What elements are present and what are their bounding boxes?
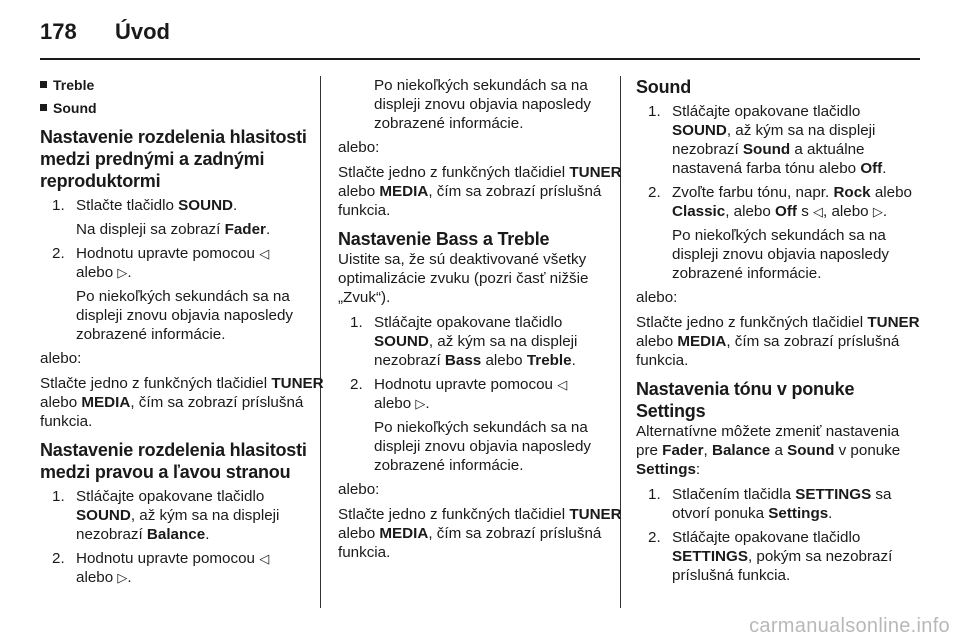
triangle-right-icon: ▷ xyxy=(117,570,128,585)
bullet-item: Treble xyxy=(40,76,325,95)
step-2: 2. Zvoľte farbu tónu, napr. Rock alebo Classic, alebo Off s ◁, alebo ▷. xyxy=(648,184,912,220)
step-2: 2. Hodnotu upravte pomocou ◁ alebo ▷. xyxy=(350,376,568,412)
page-header xyxy=(40,14,920,54)
step-2: 2. Stláčajte opakovane tlačidlo SETTINGS, pokým sa nezobrazí príslušná funkcia. xyxy=(648,529,893,584)
bullet-item: Sound xyxy=(40,99,325,118)
intro-text: Uistite sa, že sú deaktivované všetky optimalizácie zvuku (pozri časť nižšie „Zvuk“). xyxy=(338,251,589,306)
heading-fader: Nastavenie rozdelenia hlasitosti medzi prednými a zadnými reproduktormi xyxy=(40,127,307,191)
triangle-right-icon: ▷ xyxy=(117,265,128,280)
step-1: 1. Stláčajte opakovane tlačidlo SOUND, až kým sa na displeji nezobrazí Sound a aktuálne nastavená farba tónu alebo Off. xyxy=(648,103,887,177)
triangle-left-icon: ◁ xyxy=(259,246,270,261)
step-1: 1. Stlačte tlačidlo SOUND. xyxy=(52,197,238,214)
step-1: 1. Stláčajte opakovane tlačidlo SOUND, až kým sa na displeji nezobrazí Balance. xyxy=(52,488,280,543)
heading-settings: Nastavenia tónu v ponuke Settings xyxy=(636,379,855,421)
column-2 xyxy=(338,76,623,568)
heading-bass-treble: Nastavenie Bass a Treble xyxy=(338,229,550,249)
alt-text: Stlačte jedno z funkčných tlačidiel TUNER alebo MEDIA, čím sa zobrazí príslušná funkcia. xyxy=(636,314,920,369)
step-2-note: Po niekoľkých sekundách sa na displeji znovu objavia naposledy zobrazené informácie. xyxy=(374,419,591,474)
alt-text: Stlačte jedno z funkčných tlačidiel TUNER alebo MEDIA, čím sa zobrazí príslušná funkcia. xyxy=(40,375,324,430)
heading-sound: Sound xyxy=(636,77,691,97)
alt-label: alebo: xyxy=(40,350,82,367)
bullet-square-icon xyxy=(40,104,47,111)
triangle-right-icon: ▷ xyxy=(415,396,426,411)
watermark: carmanualsonline.info xyxy=(749,615,950,637)
step-1: 1. Stláčajte opakovane tlačidlo SOUND, až kým sa na displeji nezobrazí Bass alebo Treble. xyxy=(350,314,578,369)
step-2: 2. Hodnotu upravte pomocou ◁ alebo ▷. xyxy=(52,550,270,586)
step-1-note: Na displeji sa zobrazí Fader. xyxy=(76,221,271,238)
step-2: 2. Hodnotu upravte pomocou ◁ alebo ▷. xyxy=(52,245,270,281)
step-1: 1. Stlačením tlačidla SETTINGS sa otvorí ponuka Settings. xyxy=(648,486,892,522)
heading-balance: Nastavenie rozdelenia hlasitosti medzi pravou a ľavou stranou xyxy=(40,440,307,482)
header-rule xyxy=(40,58,920,60)
bullet-square-icon xyxy=(40,81,47,88)
page-number: 178 xyxy=(40,19,77,44)
step-2-note: Po niekoľkých sekundách sa na displeji znovu objavia naposledy zobrazené informácie. xyxy=(672,227,889,282)
intro-text: Alternatívne môžete zmeniť nastavenia pre Fader, Balance a Sound v ponuke Settings: xyxy=(636,423,901,478)
step-2-note: Po niekoľkých sekundách sa na displeji znovu objavia naposledy zobrazené informácie. xyxy=(76,288,293,343)
triangle-right-icon: ▷ xyxy=(872,204,883,219)
alt-label: alebo: xyxy=(636,289,678,306)
triangle-left-icon: ◁ xyxy=(813,204,824,219)
triangle-left-icon: ◁ xyxy=(557,377,568,392)
alt-text: Stlačte jedno z funkčných tlačidiel TUNER alebo MEDIA, čím sa zobrazí príslušná funkcia. xyxy=(338,164,622,219)
page-title: Úvod xyxy=(115,19,170,44)
alt-label: alebo: xyxy=(338,481,380,498)
triangle-left-icon: ◁ xyxy=(259,551,270,566)
column-3 xyxy=(636,76,921,590)
column-1 xyxy=(40,76,325,592)
alt-text: Stlačte jedno z funkčných tlačidiel TUNER alebo MEDIA, čím sa zobrazí príslušná funkcia. xyxy=(338,506,622,561)
continued-note: Po niekoľkých sekundách sa na displeji znovu objavia naposledy zobrazené informácie. xyxy=(374,77,591,132)
alt-label: alebo: xyxy=(338,139,380,156)
